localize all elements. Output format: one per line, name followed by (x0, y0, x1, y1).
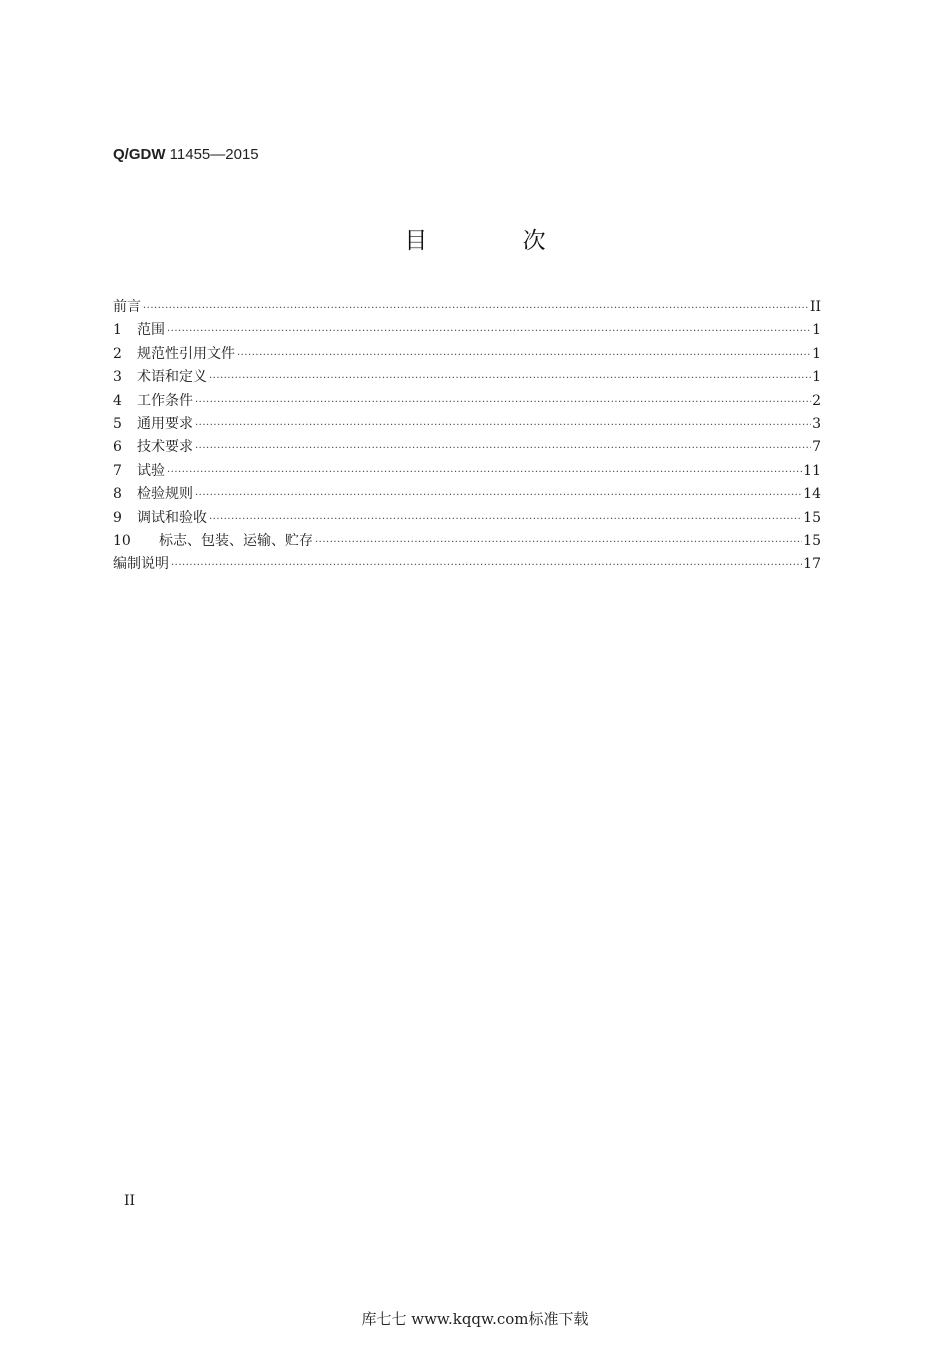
toc-leader-dots (315, 531, 802, 554)
toc-entry-label: 工作条件 (137, 392, 193, 409)
toc-leader-dots (209, 367, 811, 390)
toc-entry-5[interactable] (113, 413, 821, 436)
toc-leader-dots (167, 320, 811, 343)
toc-entry-label: 范围 (137, 322, 165, 339)
toc-entry-page: 7 (812, 439, 821, 456)
toc-entry-number: 9 (113, 509, 122, 526)
toc-entry-number: 2 (113, 345, 122, 362)
toc-entry-explanation[interactable] (113, 553, 821, 576)
toc-entry-2[interactable] (113, 343, 821, 366)
toc-entry-9[interactable] (113, 507, 821, 530)
toc-entry-page: 14 (803, 486, 821, 503)
toc-entry-number: 5 (113, 415, 122, 432)
document-code-number: 11455—2015 (165, 146, 259, 163)
toc-entry-4[interactable] (113, 390, 821, 413)
toc-entry-page: 17 (803, 556, 821, 573)
toc-entry-page: 11 (803, 462, 821, 479)
page-number: II (124, 1193, 136, 1209)
toc-entry-8[interactable] (113, 483, 821, 506)
toc-entry-number: 4 (113, 392, 122, 409)
toc-entry-label: 调试和验收 (137, 509, 207, 526)
toc-leader-dots (209, 508, 802, 531)
toc-entry-number: 10 (113, 532, 131, 549)
toc-entry-label: 前言 (113, 299, 141, 315)
toc-entry-page: 1 (812, 345, 821, 362)
toc-entry-number: 3 (113, 369, 122, 386)
toc-entry-label: 规范性引用文件 (137, 345, 235, 362)
toc-entry-page: 1 (812, 369, 821, 386)
table-of-contents (113, 296, 821, 577)
toc-entry-page: 2 (812, 392, 821, 409)
toc-leader-dots (171, 554, 802, 577)
toc-leader-dots (195, 437, 811, 460)
toc-entry-number: 8 (113, 486, 122, 503)
toc-entry-3[interactable] (113, 366, 821, 389)
toc-entry-foreword[interactable] (113, 296, 821, 319)
toc-entry-label: 术语和定义 (137, 369, 207, 386)
toc-entry-label: 通用要求 (137, 415, 193, 432)
toc-entry-7[interactable] (113, 460, 821, 483)
toc-entry-page: II (809, 299, 821, 315)
toc-entry-number: 6 (113, 439, 122, 456)
toc-leader-dots (167, 461, 802, 484)
toc-entry-number: 1 (113, 322, 122, 339)
toc-entry-page: 15 (803, 532, 821, 549)
toc-entry-page: 3 (812, 415, 821, 432)
toc-entry-10[interactable] (113, 530, 821, 553)
toc-entry-page: 1 (812, 322, 821, 339)
toc-entry-page: 15 (803, 509, 821, 526)
toc-entry-6[interactable] (113, 436, 821, 459)
toc-leader-dots (195, 391, 811, 414)
toc-leader-dots (237, 344, 811, 367)
toc-leader-dots (195, 414, 811, 437)
toc-entry-label: 试验 (137, 462, 165, 479)
toc-leader-dots (143, 297, 809, 320)
toc-entry-1[interactable] (113, 319, 821, 342)
toc-entry-label: 编制说明 (113, 556, 169, 573)
toc-title: 目 次 (404, 228, 590, 254)
toc-leader-dots (195, 484, 802, 507)
toc-entry-label: 检验规则 (137, 486, 193, 503)
toc-entry-number: 7 (113, 462, 122, 479)
toc-entry-label: 标志、包装、运输、贮存 (159, 532, 313, 549)
document-code-prefix: Q/GDW (113, 146, 166, 163)
footer-watermark: 库七七 www.kqqw.com标准下载 (361, 1310, 589, 1328)
toc-entry-label: 技术要求 (137, 439, 193, 456)
document-code (113, 146, 259, 163)
